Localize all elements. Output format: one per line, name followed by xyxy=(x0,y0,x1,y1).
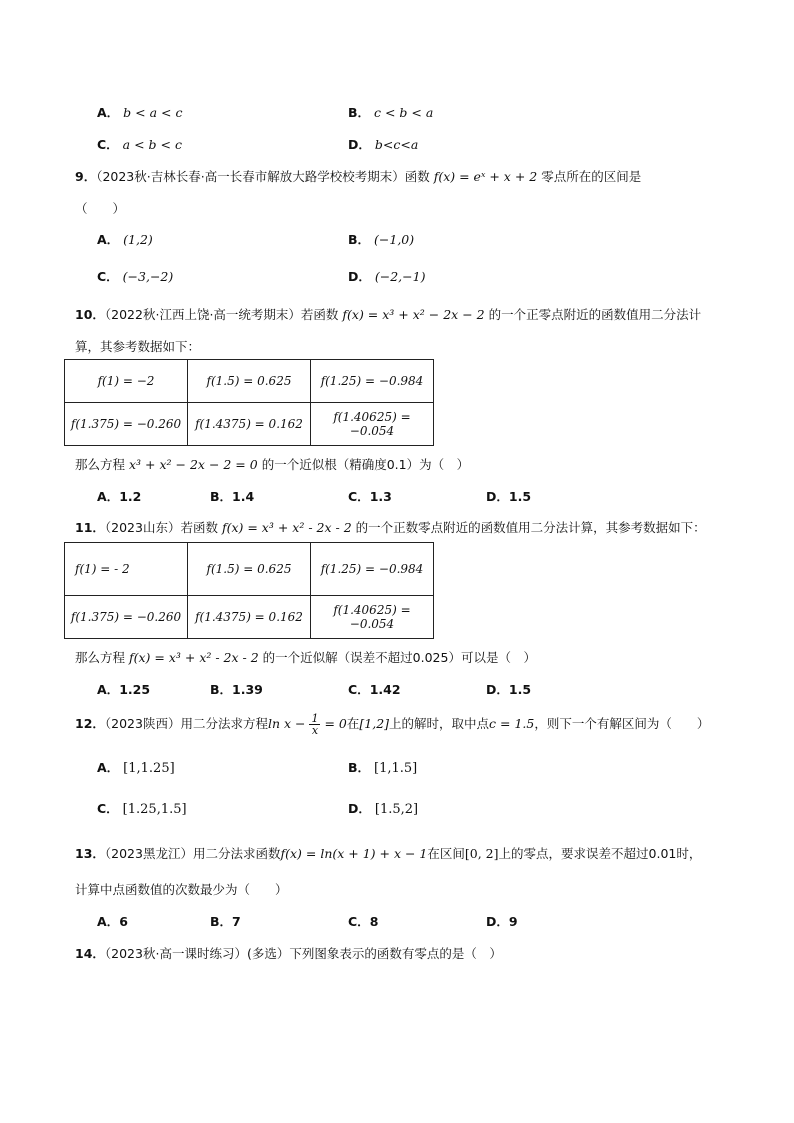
question-source: （2022秋·江西上饶·高一统考期末）若函数 xyxy=(104,307,339,322)
option-label: B． xyxy=(348,760,371,775)
question-number: 12． xyxy=(75,716,105,731)
function-expr: f(x) = ln(x + 1) + x − 1 xyxy=(280,846,428,861)
option-expr: 1.39 xyxy=(232,682,263,697)
q8-option-b[interactable] xyxy=(348,103,433,121)
option-label: D． xyxy=(486,682,509,697)
option-label: C． xyxy=(348,914,370,929)
q10-option-b[interactable] xyxy=(210,487,254,505)
question-source: （2023秋·吉林长春·高一长春市解放大路学校校考期末）函数 xyxy=(96,169,430,184)
option-expr: b<c<a xyxy=(374,137,419,152)
question-tail: 零点所在的区间是 xyxy=(541,169,642,184)
option-expr: 1.25 xyxy=(119,682,151,697)
option-expr: 1.2 xyxy=(119,489,142,504)
table-cell: f(1.5) = 0.625 xyxy=(188,360,311,403)
option-expr: (−1,0) xyxy=(374,232,415,247)
question-number: 14． xyxy=(75,946,105,961)
table-cell: f(1) = −2 xyxy=(65,360,188,403)
q8-option-d[interactable] xyxy=(348,135,418,153)
q13-stem xyxy=(75,844,701,862)
option-expr: 1.5 xyxy=(508,682,532,697)
q8-option-a[interactable] xyxy=(97,103,182,121)
q13-option-c[interactable] xyxy=(348,912,378,930)
q12-option-d[interactable] xyxy=(348,799,418,817)
table-row xyxy=(65,403,434,446)
equation-expr: f(x) = x³ + x² - 2x - 2 xyxy=(129,650,259,665)
option-label: D． xyxy=(486,914,509,929)
option-label: C． xyxy=(348,489,370,504)
question-source: （2023山东）若函数 xyxy=(104,520,218,535)
question-source: （2023陕西）用二分法求方程 xyxy=(104,716,268,731)
option-expr: b < a < c xyxy=(123,105,183,120)
option-expr: (1,2) xyxy=(123,232,153,247)
question-number: 10． xyxy=(75,307,105,322)
option-label: A． xyxy=(97,914,120,929)
after-prefix: 那么方程 xyxy=(75,650,126,665)
answer-paren: （ ） xyxy=(75,201,126,216)
option-label: A． xyxy=(97,760,120,775)
q14-stem xyxy=(75,944,502,962)
q11-option-c[interactable] xyxy=(348,680,401,698)
function-expr: f(x) = eˣ + x + 2 xyxy=(433,169,538,184)
table-cell: f(1.25) = −0.984 xyxy=(311,360,434,403)
table-cell: f(1.375) = −0.260 xyxy=(65,403,188,446)
option-expr: 9 xyxy=(508,914,518,929)
q10-stem xyxy=(75,305,701,323)
option-label: A． xyxy=(97,489,120,504)
option-expr: 6 xyxy=(119,914,128,929)
after-tail: 的一个近似根（精确度0.1）为（ ） xyxy=(261,457,470,472)
option-label: B． xyxy=(348,105,371,120)
fraction-denominator: x xyxy=(311,724,319,737)
option-label: D． xyxy=(348,137,371,152)
q12-stem xyxy=(75,709,709,739)
table-cell: f(1.40625) = −0.054 xyxy=(311,403,434,446)
q8-option-c[interactable] xyxy=(97,135,182,153)
question-tail: 的一个正零点附近的函数值用二分法计 xyxy=(488,307,702,322)
question-number: 9． xyxy=(75,169,97,184)
option-expr: a < b < c xyxy=(122,137,182,152)
q9-option-b[interactable] xyxy=(348,230,414,248)
q10-option-d[interactable] xyxy=(486,487,531,505)
table-row xyxy=(65,543,434,596)
question-mid2: 上的解时，取中点 xyxy=(389,716,490,731)
table-row xyxy=(65,360,434,403)
q13-option-a[interactable] xyxy=(97,912,128,930)
option-expr: [1,1.25] xyxy=(123,761,175,776)
option-expr: 1.5 xyxy=(508,489,532,504)
question-tail: 上的零点，要求误差不超过0.01时， xyxy=(498,846,702,861)
option-label: A． xyxy=(97,105,120,120)
q13-option-d[interactable] xyxy=(486,912,518,930)
option-label: D． xyxy=(486,489,509,504)
table-cell: f(1.375) = −0.260 xyxy=(65,596,188,639)
q10-option-c[interactable] xyxy=(348,487,392,505)
function-expr: f(x) = x³ + x² - 2x - 2 xyxy=(221,520,352,535)
option-label: C． xyxy=(97,269,119,284)
option-label: C． xyxy=(348,682,370,697)
option-label: B． xyxy=(210,682,233,697)
fraction xyxy=(309,713,320,736)
equation-expr: x³ + x² − 2x − 2 = 0 xyxy=(129,457,258,472)
question-mid: 在区间 xyxy=(427,846,465,861)
after-tail: 的一个近似解（误差不超过0.025）可以是（ ） xyxy=(262,650,536,665)
option-label: A． xyxy=(97,232,120,247)
option-expr: 7 xyxy=(232,914,241,929)
option-expr: (−3,−2) xyxy=(122,269,174,284)
q10-reference-table xyxy=(64,359,434,446)
q13-stem-line2: 计算中点函数值的次数最少为（ ） xyxy=(75,882,288,897)
question-number: 13． xyxy=(75,846,105,861)
option-label: D． xyxy=(348,269,371,284)
option-label: D． xyxy=(348,801,371,816)
option-label: C． xyxy=(97,137,119,152)
q10-option-a[interactable] xyxy=(97,487,141,505)
table-cell: f(1.25) = −0.984 xyxy=(311,543,434,596)
q13-option-b[interactable] xyxy=(210,912,241,930)
equation-expr-right: = 0 xyxy=(324,716,347,731)
q9-option-d[interactable] xyxy=(348,267,425,285)
option-expr: [1.5,2] xyxy=(374,802,419,817)
q11-option-a[interactable] xyxy=(97,680,150,698)
option-label: B． xyxy=(210,914,233,929)
option-expr: 1.42 xyxy=(369,682,401,697)
option-expr: 1.4 xyxy=(232,489,255,504)
interval-expr: [1,2] xyxy=(359,716,390,731)
option-label: B． xyxy=(348,232,371,247)
q9-option-a[interactable] xyxy=(97,230,153,248)
q11-option-b[interactable] xyxy=(210,680,263,698)
table-cell: f(1.40625) = −0.054 xyxy=(311,596,434,639)
option-label: A． xyxy=(97,682,120,697)
question-text: （2023秋·高一课时练习）(多选）下列图象表示的函数有零点的是（ ） xyxy=(104,946,502,961)
option-expr: (−2,−1) xyxy=(374,269,426,284)
midpoint-expr: c = 1.5 xyxy=(489,716,535,731)
q10-after-table xyxy=(75,455,469,473)
table-cell: f(1.4375) = 0.162 xyxy=(188,403,311,446)
option-label: B． xyxy=(210,489,233,504)
q12-option-a[interactable] xyxy=(97,758,175,776)
q11-reference-table xyxy=(64,542,434,639)
table-row xyxy=(65,596,434,639)
after-prefix: 那么方程 xyxy=(75,457,126,472)
q12-option-c[interactable] xyxy=(97,799,187,817)
question-tail: ，则下一个有解区间为（ ） xyxy=(534,716,710,731)
question-number: 11． xyxy=(75,520,105,535)
option-expr: [1.25,1.5] xyxy=(122,802,187,817)
q10-stem-line2: 算，其参考数据如下： xyxy=(75,339,201,354)
option-expr: 1.3 xyxy=(369,489,392,504)
interval-expr: [0, 2] xyxy=(464,846,499,861)
equation-expr-left: ln x − xyxy=(267,716,306,731)
option-label: C． xyxy=(97,801,119,816)
q11-stem xyxy=(75,518,706,536)
table-cell: f(1.5) = 0.625 xyxy=(188,543,311,596)
table-cell: f(1) = - 2 xyxy=(65,543,188,596)
q11-after-table xyxy=(75,648,536,666)
question-mid: 在 xyxy=(346,716,360,731)
q12-option-b[interactable] xyxy=(348,758,417,776)
table-cell: f(1.4375) = 0.162 xyxy=(188,596,311,639)
option-expr: 8 xyxy=(369,914,379,929)
question-tail: 的一个正数零点附近的函数值用二分法计算，其参考数据如下： xyxy=(355,520,706,535)
q9-option-c[interactable] xyxy=(97,267,173,285)
q9-stem xyxy=(75,167,641,185)
option-expr: c < b < a xyxy=(374,105,434,120)
function-expr: f(x) = x³ + x² − 2x − 2 xyxy=(342,307,485,322)
question-source: （2023黑龙江）用二分法求函数 xyxy=(104,846,281,861)
fraction-numerator: 1 xyxy=(311,712,319,725)
option-expr: [1,1.5] xyxy=(374,761,418,776)
q11-option-d[interactable] xyxy=(486,680,531,698)
